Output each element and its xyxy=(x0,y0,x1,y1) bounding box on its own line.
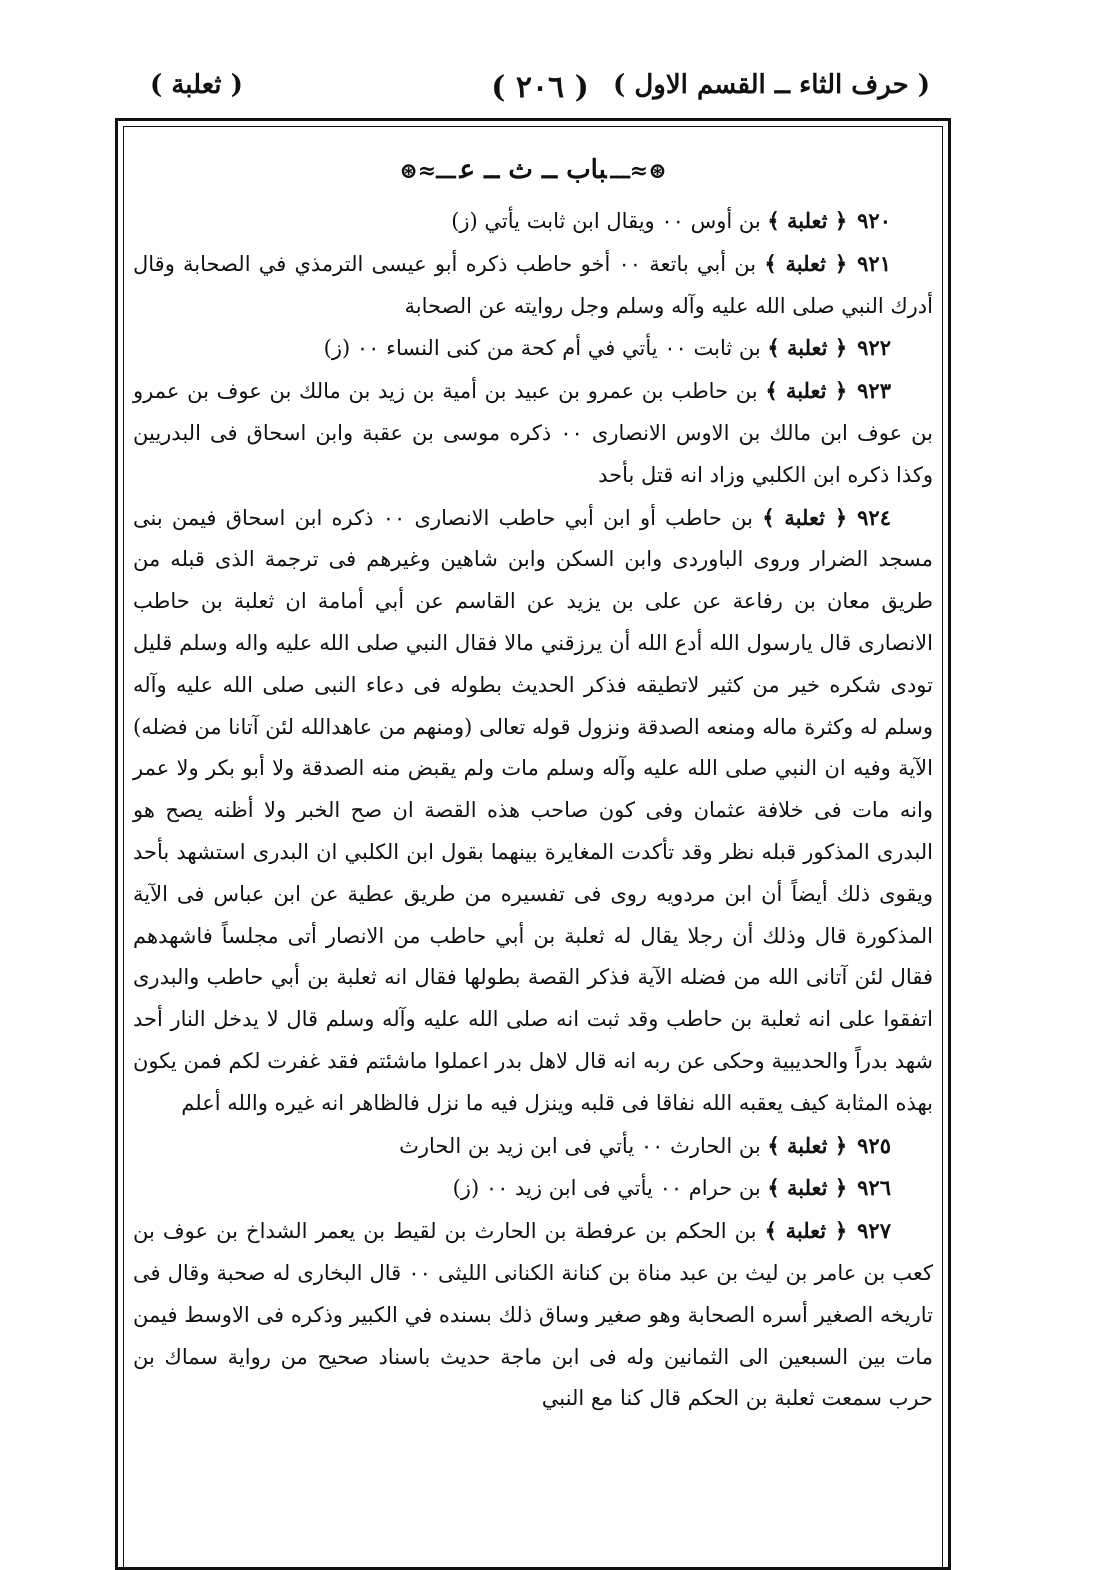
entry-number: ٩٢٣ xyxy=(857,378,891,404)
header-section-title: ( حرف الثاء ــ القسم الاول ) xyxy=(613,70,930,100)
entry-text: بن أبي باتعة ٠٠ أخو حاطب ذكره أبو عيسى الترمذي في الصحابة وقال أدرك النبي صلى الله عليه وآله وسلم وجل روايته عن الصحابة xyxy=(133,251,933,318)
entry-number: ٩٢٠ xyxy=(857,208,891,233)
entry-name: ﴿ ثعلبة ﴾ xyxy=(764,250,848,276)
entry-text: بن أوس ٠٠ ويقال ابن ثابت يأتي (ز) xyxy=(451,209,768,233)
entry-name: ﴿ ثعلبة ﴾ xyxy=(767,1175,848,1201)
entry-922 xyxy=(133,327,933,370)
ornament-left-icon: ـــ≈⊛ xyxy=(399,158,456,184)
entry-number: ٩٢٢ xyxy=(857,335,891,361)
chapter-title: باب ــ ث ــ ع xyxy=(459,155,607,185)
entry-923 xyxy=(133,370,933,496)
entry-925 xyxy=(133,1125,933,1168)
entry-text: بن حاطب بن عمرو بن عبيد بن أمية بن زيد بن مالك بن عوف بن عمرو بن عوف ابن مالك بن الاوس الانصارى ٠٠ ذكره موسى بن عقبة وابن اسحاق فى البدريين وكذا ذكره ابن الكلبي وزاد انه قتل بأحد xyxy=(133,379,934,487)
entry-921 xyxy=(133,243,933,328)
entry-name: ﴿ ثعلبة ﴾ xyxy=(767,335,848,361)
entry-name: ﴿ ثعلبة ﴾ xyxy=(762,504,848,530)
entry-text: بن الحارث ٠٠ يأتي فى ابن زيد بن الحارث xyxy=(399,1133,768,1158)
entry-number: ٩٢٧ xyxy=(857,1218,891,1244)
entry-number: ٩٢٥ xyxy=(857,1132,891,1158)
entry-920 xyxy=(133,200,933,243)
chapter-heading xyxy=(133,142,933,198)
page-number: ( ٢٠٦ ) xyxy=(491,70,589,105)
entry-927 xyxy=(133,1210,933,1420)
entry-text: بن حرام ٠٠ يأتي فى ابن زيد ٠٠ (ز) xyxy=(452,1176,768,1201)
running-header xyxy=(150,70,930,114)
entry-name: ﴿ ثعلبة ﴾ xyxy=(765,378,848,404)
entry-name: ﴿ ثعلبة ﴾ xyxy=(764,1218,848,1244)
entry-name: ﴿ ثعلبة ﴾ xyxy=(767,208,848,233)
entry-number: ٩٢٤ xyxy=(857,504,891,530)
header-entry-word: ( ثعلبة ) xyxy=(150,70,243,100)
main-text xyxy=(133,142,933,1420)
entry-926 xyxy=(133,1167,933,1210)
entry-number: ٩٢١ xyxy=(857,250,891,276)
entry-text: بن الحكم بن عرفطة بن الحارث بن لقيط بن يعمر الشداخ بن عوف بن كعب بن عامر بن ليث بن عبد مناة بن كنانة الكنانى الليثى ٠٠ قال البخارى له صحبة وقال فى تاريخه الصغير أسره الصحابة وهو صغير وساق ذلك بسنده في الكبير وذكره فى الاوسط فيمن مات بين السبعين الى الثمانين وله فى ابن ماجة حديث باسناد صحيح من رواية سماك بن حرب سمعت ثعلبة بن الحكم قال كنا مع النبي xyxy=(133,1219,933,1411)
entry-name: ﴿ ثعلبة ﴾ xyxy=(767,1132,848,1158)
entry-text: بن ثابت ٠٠ يأتي في أم كحة من كنى النساء ٠٠ (ز) xyxy=(323,336,768,361)
entry-text: بن حاطب أو ابن أبي حاطب الانصارى ٠٠ ذكره ابن اسحاق فيمن بنى مسجد الضرار وروى الباوردى وابن السكن وابن شاهين وغيرهم فى ترجمة الذى قبله من طريق معان بن رفاعة عن على بن يزيد عن القاسم عن أبي أمامة ان ثعلبة بن حاطب الانصارى قال يارسول الله أدع الله أن يرزقني مالا فقال النبي صلى الله عليه واله وسلم قليل تودى شكره خير من كثير لاتطيقه فذكر الحديث بطوله فى دعاء النبى صلى الله عليه وآله وسلم له وكثرة ماله ومنعه الصدقة ونزول قوله تعالى (ومنهم من عاهدالله لئن آتانا من فضله) الآية وفيه ان النبي صلى الله عليه وآله وسلم مات ولم يقبض منه الصدقة ولا أبو بكر ولا عمر وانه مات فى خلافة عثمان وفى كون صاحب هذه القصة ان صح الخبر ولا أظنه يصح هو البدرى المذكور قبله نظر وقد تأكدت المغايرة بينهما بقول ابن الكلبي ان البدرى استشهد بأحد ويقوى ذلك أيضاً أن ابن مردويه روى فى تفسيره من طريق عطية عن ابن عباس فى الآية المذكورة قال وذلك أن رجلا يقال له ثعلبة بن أبي حاطب من الانصار أتى مجلساً فاشهدهم فقال لئن آتانى الله من فضله الآية فذكر القصة بطولها فقال انه ثعلبة بن أبي حاطب والبدرى اتفقوا على انه ثعلبة بن حاطب وقد ثبت انه صلى الله عليه وآله وسلم قال لا يدخل النار أحد شهد بدراً والحديبية وحكى عن ربه انه قال لاهل بدر اعملوا ماشئتم فقد غفرت لكم فمن يكون بهذه المثابة كيف يعقبه الله نفاقا فى قلبه وينزل فيه ما نزل فالظاهر انه غيره والله أعلم xyxy=(133,505,933,1115)
entry-924 xyxy=(133,497,933,1125)
entry-number: ٩٢٦ xyxy=(857,1175,891,1201)
ornament-right-icon: ⊛≈ـــ xyxy=(610,158,667,184)
